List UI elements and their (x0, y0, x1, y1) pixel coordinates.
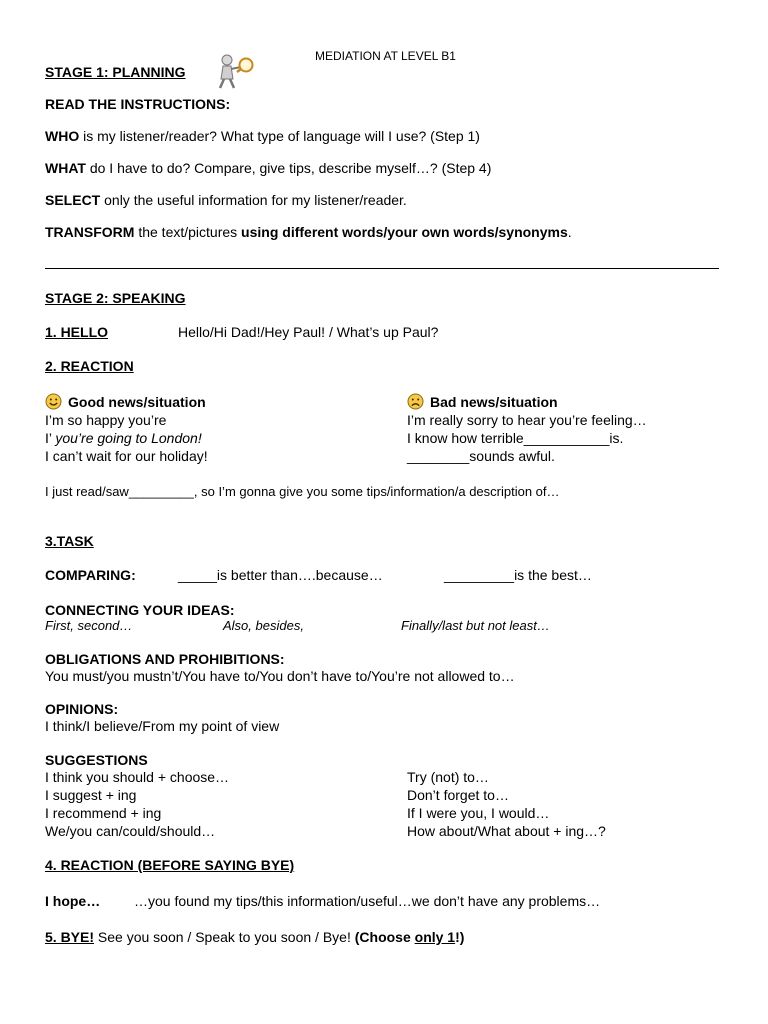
transform-emphasis: using different words/your own words/synonyms (241, 224, 568, 240)
good-news-label: Good news/situation (68, 394, 206, 410)
select-line (45, 192, 407, 208)
bye-text: See you soon / Speak to you soon / Bye! (94, 929, 355, 945)
transform-text: the text/pictures (134, 224, 242, 240)
good-line-2-prefix: I’ (45, 430, 56, 446)
comparing-text-1: _____is better than….because… (178, 567, 383, 583)
bye-label: 5. BYE! (45, 929, 95, 945)
who-line (45, 128, 480, 144)
obligations-label: OBLIGATIONS AND PROHIBITIONS: (45, 651, 285, 667)
suggestion-right-1: Try (not) to… (407, 769, 489, 785)
suggestion-left-3: I recommend + ing (45, 805, 162, 821)
select-label: SELECT (45, 192, 101, 208)
bad-news-label: Bad news/situation (430, 394, 558, 410)
hope-text: …you found my tips/this information/useful…we don’t have any problems… (134, 893, 601, 909)
bad-line-3: ________sounds awful. (407, 448, 555, 464)
frowning-face-icon (407, 393, 424, 410)
choose-prefix: (Choose (354, 929, 415, 945)
what-label: WHAT (45, 160, 86, 176)
stage1-title: STAGE 1: PLANNING (45, 64, 186, 80)
suggestion-right-2: Don’t forget to… (407, 787, 509, 803)
hello-text: Hello/Hi Dad!/Hey Paul! / What’s up Paul? (178, 324, 439, 340)
stage2-title: STAGE 2: SPEAKING (45, 290, 186, 306)
opinions-text: I think/I believe/From my point of view (45, 718, 280, 734)
transform-end: . (567, 224, 572, 240)
reaction-label: 2. REACTION (45, 358, 134, 374)
connect-item-1: First, second… (45, 618, 133, 633)
who-label: WHO (45, 128, 80, 144)
choose-only: only 1 (414, 929, 456, 945)
reaction-bye-label: 4. REACTION (BEFORE SAYING BYE) (45, 857, 295, 873)
good-line-3: I can’t wait for our holiday! (45, 448, 208, 464)
suggestions-label: SUGGESTIONS (45, 752, 148, 768)
good-line-2 (45, 430, 202, 446)
comparing-text-2: _________is the best… (444, 567, 592, 583)
hope-label: I hope… (45, 893, 101, 909)
suggestion-left-4: We/you can/could/should… (45, 823, 216, 839)
comparing-label: COMPARING: (45, 567, 136, 583)
document-title: MEDIATION AT LEVEL B1 (315, 49, 456, 63)
who-text: is my listener/reader? What type of language will I use? (Step 1) (79, 128, 480, 144)
connect-item-3: Finally/last but not least… (401, 618, 550, 633)
what-line (45, 160, 491, 176)
good-line-1: I’m so happy you’re (45, 412, 167, 428)
good-line-2-italic: you’re going to London! (55, 430, 202, 446)
read-instructions-heading: READ THE INSTRUCTIONS: (45, 96, 231, 112)
just-read-line: I just read/saw_________, so I’m gonna give you some tips/information/a description of… (45, 484, 560, 499)
what-text: do I have to do? Compare, give tips, describe myself…? (Step 4) (85, 160, 492, 176)
bad-news-title (407, 393, 558, 410)
smiling-face-icon (45, 393, 62, 410)
hello-label: 1. HELLO (45, 324, 109, 340)
bad-line-1: I’m really sorry to hear you’re feeling… (407, 412, 647, 428)
transform-line (45, 224, 572, 240)
suggestion-right-3: If I were you, I would… (407, 805, 550, 821)
transform-label: TRANSFORM (45, 224, 135, 240)
suggestion-left-2: I suggest + ing (45, 787, 137, 803)
section-divider (45, 268, 719, 269)
task-label: 3.TASK (45, 533, 94, 549)
obligations-text: You must/you mustn’t/You have to/You don’t have to/You’re not allowed to… (45, 668, 515, 684)
bye-line (45, 929, 464, 945)
bad-line-2: I know how terrible___________is. (407, 430, 624, 446)
good-news-title (45, 393, 206, 410)
suggestion-left-1: I think you should + choose… (45, 769, 230, 785)
magnifying-glass-figure-icon (214, 52, 256, 90)
opinions-label: OPINIONS: (45, 701, 119, 717)
suggestion-right-4: How about/What about + ing…? (407, 823, 606, 839)
connect-item-2: Also, besides, (223, 618, 304, 633)
connecting-label: CONNECTING YOUR IDEAS: (45, 602, 235, 618)
choose-suffix: !) (455, 929, 465, 945)
select-text: only the useful information for my listener/reader. (100, 192, 407, 208)
